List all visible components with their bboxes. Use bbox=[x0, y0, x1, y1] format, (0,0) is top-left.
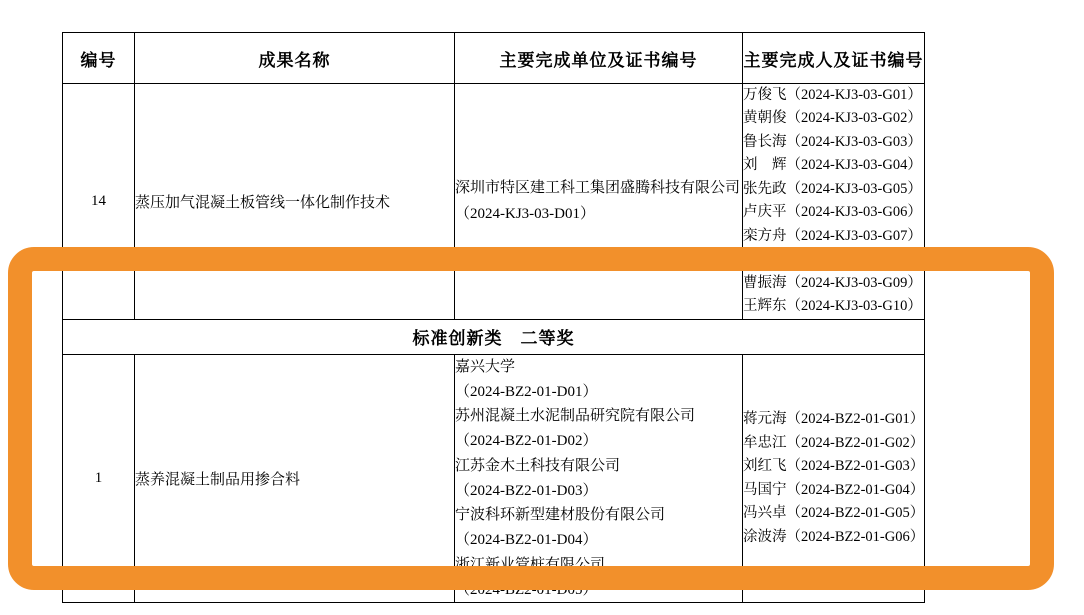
unit-line: 江苏金木土科技有限公司 bbox=[455, 457, 621, 474]
person-line: 蒋元海（2024-BZ2-01-G01） bbox=[743, 411, 925, 428]
person-line: 杨 明（2024-KJ3-03-G08） bbox=[743, 251, 922, 268]
table-row bbox=[63, 354, 925, 603]
award-results-table bbox=[62, 32, 925, 603]
person-line: 王辉东（2024-KJ3-03-G10） bbox=[743, 298, 922, 315]
column-header-no: 编号 bbox=[63, 33, 135, 84]
row-persons bbox=[743, 84, 925, 320]
unit-line: 宁波科环新型建材股份有限公司 bbox=[455, 507, 666, 524]
person-line: 栾方舟（2024-KJ3-03-G07） bbox=[743, 227, 922, 244]
unit-line: （2024-BZ2-01-D03） bbox=[455, 482, 598, 499]
column-header-name: 成果名称 bbox=[135, 33, 455, 84]
unit-line: 苏州混凝土水泥制品研究院有限公司 bbox=[455, 408, 696, 425]
person-line: 黄朝俊（2024-KJ3-03-G02） bbox=[743, 110, 922, 127]
row-units bbox=[455, 84, 743, 320]
person-line: 刘红飞（2024-BZ2-01-G03） bbox=[743, 458, 925, 475]
unit-line: （2024-BZ2-01-D04） bbox=[455, 532, 598, 549]
person-line: 张先政（2024-KJ3-03-G05） bbox=[743, 180, 922, 197]
unit-line: （2024-BZ2-01-D02） bbox=[455, 433, 598, 450]
row-number: 1 bbox=[63, 354, 135, 603]
person-line: 鲁长海（2024-KJ3-03-G03） bbox=[743, 133, 922, 150]
row-achievement-name: 蒸养混凝土制品用掺合料 bbox=[135, 354, 455, 603]
row-achievement-name: 蒸压加气混凝土板管线一体化制作技术 bbox=[135, 84, 455, 320]
table-header bbox=[63, 33, 925, 84]
person-line: 马国宁（2024-BZ2-01-G04） bbox=[743, 481, 925, 498]
person-line: 刘 辉（2024-KJ3-03-G04） bbox=[743, 157, 922, 174]
table-body bbox=[63, 84, 925, 603]
row-number: 14 bbox=[63, 84, 135, 320]
row-persons bbox=[743, 354, 925, 603]
unit-line: 嘉兴大学 bbox=[455, 358, 516, 375]
table-row bbox=[63, 84, 925, 320]
unit-line: （2024-BZ2-01-D01） bbox=[455, 383, 598, 400]
section-title-row bbox=[63, 319, 925, 354]
section-title: 标准创新类 二等奖 bbox=[63, 319, 925, 354]
person-line: 万俊飞（2024-KJ3-03-G01） bbox=[743, 87, 922, 103]
unit-line: 深圳市特区建工科工集团盛腾科技有限公司 bbox=[455, 180, 741, 197]
person-line: 曹振海（2024-KJ3-03-G09） bbox=[743, 274, 922, 291]
person-line: 卢庆平（2024-KJ3-03-G06） bbox=[743, 204, 922, 221]
person-line: 涂波涛（2024-BZ2-01-G06） bbox=[743, 528, 925, 545]
column-header-units: 主要完成单位及证书编号 bbox=[455, 33, 743, 84]
unit-line: （2024-BZ2-01-D05） bbox=[455, 581, 598, 598]
person-line: 冯兴卓（2024-BZ2-01-G05） bbox=[743, 505, 925, 522]
row-units bbox=[455, 354, 743, 603]
person-line: 牟忠江（2024-BZ2-01-G02） bbox=[743, 434, 925, 451]
table-header-row bbox=[63, 33, 925, 84]
unit-line: （2024-KJ3-03-D01） bbox=[455, 206, 595, 223]
unit-line: 浙江新业管桩有限公司 bbox=[455, 556, 606, 573]
column-header-persons: 主要完成人及证书编号 bbox=[743, 33, 925, 84]
